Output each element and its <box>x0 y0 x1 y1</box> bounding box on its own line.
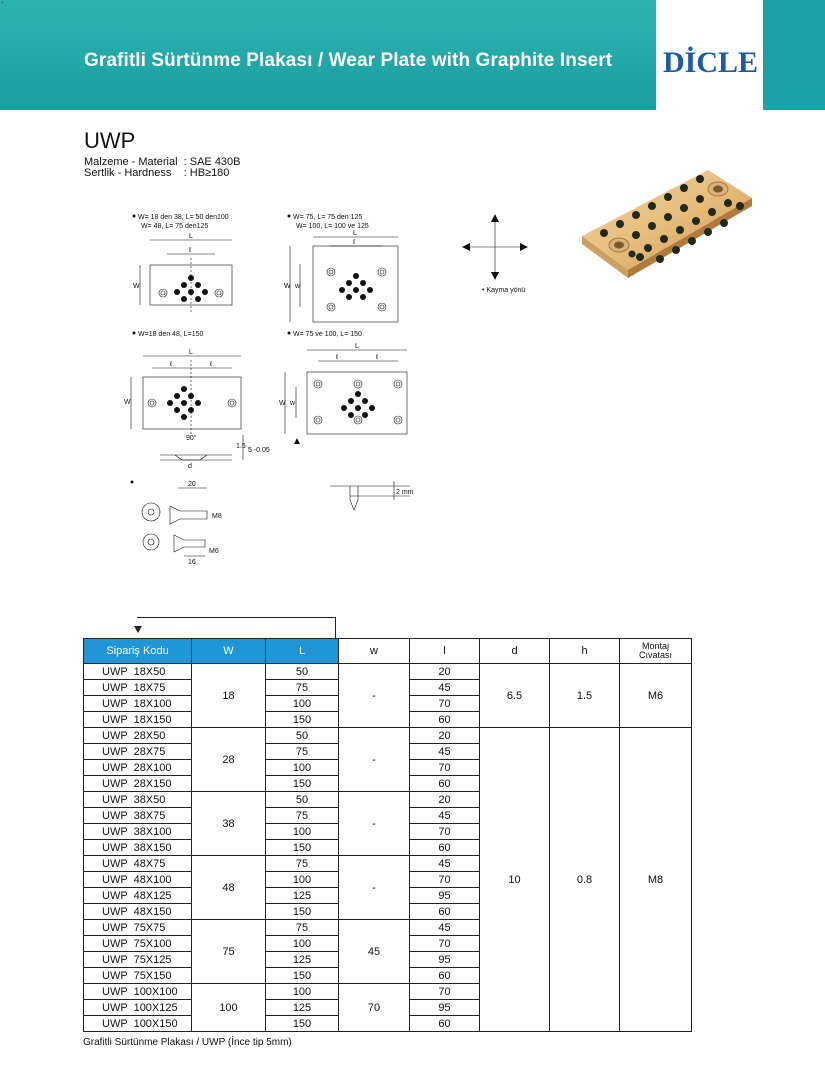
table-cell: 50 <box>266 792 339 808</box>
table-cell: UWP 48X100 <box>84 872 192 888</box>
col-bolt <box>620 639 692 664</box>
table-cell: 100 <box>266 696 339 712</box>
table-cell: UWP 18X150 <box>84 712 192 728</box>
dim-W-3: W <box>124 399 131 406</box>
table-cell: 60 <box>410 968 480 984</box>
drawing-2-note-1: W= 75, L= 75 den 125 <box>293 214 363 221</box>
order-code-arrow <box>134 626 142 633</box>
bolt-m6-label: M6 <box>209 548 219 555</box>
table-cell: 95 <box>410 888 480 904</box>
table-cell: 48 <box>192 856 266 920</box>
dim-L-1: L <box>189 233 193 240</box>
table-row <box>84 728 692 744</box>
dim-thick: 5 -0.05 <box>248 447 270 454</box>
table-cell: 100 <box>192 984 266 1032</box>
table-cell: UWP 28X75 <box>84 744 192 760</box>
table-cell: 75 <box>192 920 266 984</box>
table-cell: UWP 75X75 <box>84 920 192 936</box>
drawing-4-plate <box>307 372 407 434</box>
table-cell: UWP 18X50 <box>84 664 192 680</box>
dim-l-4a: ℓ <box>336 354 339 361</box>
table-cell: 45 <box>410 744 480 760</box>
col-bolt-line-2: Cıvatası <box>638 650 672 660</box>
table-cell: 150 <box>266 840 339 856</box>
table-cell: 100 <box>266 984 339 1000</box>
table-cell: 95 <box>410 1000 480 1016</box>
table-cell: UWP 48X150 <box>84 904 192 920</box>
table-cell: UWP 38X75 <box>84 808 192 824</box>
table-cell: 60 <box>410 904 480 920</box>
table-cell: 45 <box>410 920 480 936</box>
table-cell: UWP 18X75 <box>84 680 192 696</box>
col-l: l <box>410 639 480 664</box>
table-cell: 50 <box>266 664 339 680</box>
table-cell: UWP 28X100 <box>84 760 192 776</box>
bolt-m8-head-view <box>142 503 160 521</box>
table-cell: - <box>339 856 410 920</box>
order-code-connector <box>137 617 336 638</box>
table-cell: UWP 38X150 <box>84 840 192 856</box>
depth-label: 2 mm <box>396 489 414 496</box>
table-cell: UWP 48X75 <box>84 856 192 872</box>
table-cell: 38 <box>192 792 266 856</box>
table-cell: 150 <box>266 968 339 984</box>
dim-l-3a: ℓ <box>170 361 173 368</box>
dim-l-2: ℓ <box>353 239 356 246</box>
table-cell: M8 <box>620 728 692 1032</box>
dim-L-2: L <box>353 230 357 237</box>
table-cell: 45 <box>410 680 480 696</box>
table-cell: 70 <box>410 984 480 1000</box>
table-cell: 150 <box>266 712 339 728</box>
table-cell: 100 <box>266 760 339 776</box>
table-cell: 45 <box>339 920 410 984</box>
table-cell: 20 <box>410 792 480 808</box>
table-cell: 75 <box>266 680 339 696</box>
table-cell: UWP 38X50 <box>84 792 192 808</box>
page-title: Grafitli Sürtünme Plakası / Wear Plate with Graphite Insert <box>84 50 613 71</box>
table-cell: 125 <box>266 952 339 968</box>
spec-table <box>83 638 692 1032</box>
table-cell: UWP 18X100 <box>84 696 192 712</box>
col-h: h <box>550 639 620 664</box>
drawing-2-note-2: W= 100, L= 100 ve 125 <box>296 223 369 230</box>
dim-L-3: L <box>189 349 193 356</box>
table-cell: UWP 100X125 <box>84 1000 192 1016</box>
table-cell: UWP 75X100 <box>84 936 192 952</box>
table-cell: 125 <box>266 1000 339 1016</box>
table-cell: 150 <box>266 904 339 920</box>
motion-label: • Kayma yönü <box>482 287 526 294</box>
table-cell: 60 <box>410 1016 480 1032</box>
col-bolt-line-1: Montaj <box>641 641 669 651</box>
table-cell: UWP 100X100 <box>84 984 192 1000</box>
table-cell: 50 <box>266 728 339 744</box>
dim-h: 1.5 <box>236 443 246 450</box>
table-cell: 28 <box>192 728 266 792</box>
spec-table-body <box>84 664 692 1032</box>
table-cell: 1.5 <box>550 664 620 728</box>
table-cell: 75 <box>266 856 339 872</box>
table-cell: 60 <box>410 840 480 856</box>
dim-l-1: ℓ <box>189 247 192 254</box>
table-cell: 18 <box>192 664 266 728</box>
table-row <box>84 664 692 680</box>
table-cell: 10 <box>480 728 550 1032</box>
table-cell: 100 <box>266 936 339 952</box>
dim-l-3b: ℓ <box>210 361 213 368</box>
dim-d: d <box>188 463 192 470</box>
dim-w-4: w <box>290 400 296 407</box>
table-cell: 75 <box>266 920 339 936</box>
table-cell: 20 <box>410 664 480 680</box>
drawing-1-note-1: W= 18 den 38, L= 50 den100 <box>138 214 229 221</box>
table-cell: 60 <box>410 776 480 792</box>
dim-L-4: L <box>355 343 359 350</box>
table-cell: - <box>339 728 410 792</box>
table-cell: 70 <box>410 936 480 952</box>
drawing-4-note: W= 75 ve 100, L= 150 <box>293 331 362 338</box>
col-order-code: Sipariş Kodu <box>84 639 192 664</box>
table-cell: 45 <box>410 808 480 824</box>
table-cell: 75 <box>266 744 339 760</box>
table-cell: UWP 75X125 <box>84 952 192 968</box>
dicle-logo: DİCLE <box>663 46 759 79</box>
table-cell: 125 <box>266 888 339 904</box>
col-W: W <box>192 639 266 664</box>
col-d: d <box>480 639 550 664</box>
table-cell: - <box>339 664 410 728</box>
table-cell: 95 <box>410 952 480 968</box>
table-cell: 0.8 <box>550 728 620 1032</box>
footer-note: Grafitli Sürtünme Plakası / UWP (İnce tip 5mm) <box>83 1037 292 1048</box>
dim-l-4b: ℓ <box>376 354 379 361</box>
table-cell: UWP 28X150 <box>84 776 192 792</box>
table-cell: 100 <box>266 824 339 840</box>
product-code: UWP <box>84 128 136 153</box>
table-cell: UWP 28X50 <box>84 728 192 744</box>
table-cell: 70 <box>339 984 410 1032</box>
dim-W-2: W <box>284 283 291 290</box>
bolt-m6-side <box>174 535 205 552</box>
table-cell: UWP 75X150 <box>84 968 192 984</box>
table-cell: 60 <box>410 712 480 728</box>
dim-W-1: W <box>133 283 140 290</box>
table-cell: UWP 100X150 <box>84 1016 192 1032</box>
hardness-line: Sertlik - Hardness : HB≥180 <box>84 167 230 179</box>
table-header-row <box>84 639 692 664</box>
material-line: Malzeme - Material : SAE 430B <box>84 156 241 168</box>
drawing-2-plate <box>313 246 398 322</box>
drawing-1-note-2: W= 48, L= 75 den125 <box>141 223 209 230</box>
table-cell: 150 <box>266 776 339 792</box>
table-cell: 6.5 <box>480 664 550 728</box>
drawing-3-note: W=18 den 48, L=150 <box>138 331 204 338</box>
table-cell: UWP 38X100 <box>84 824 192 840</box>
table-cell: 70 <box>410 760 480 776</box>
drawing-3-plate <box>143 377 241 429</box>
dim-W-4: W <box>279 400 286 407</box>
table-cell: M6 <box>620 664 692 728</box>
table-cell: 20 <box>410 728 480 744</box>
table-cell: 150 <box>266 1016 339 1032</box>
table-cell: 70 <box>410 824 480 840</box>
bolt-length-1: 20 <box>188 481 196 488</box>
table-cell: 45 <box>410 856 480 872</box>
col-w: w <box>339 639 410 664</box>
table-cell: 70 <box>410 696 480 712</box>
table-cell: 75 <box>266 808 339 824</box>
table-cell: UWP 48X125 <box>84 888 192 904</box>
col-L: L <box>266 639 339 664</box>
bolt-m6-head-view <box>143 534 159 550</box>
bolt-m8-side <box>170 506 207 524</box>
dim-w-2: w <box>295 283 301 290</box>
angle-label: 90° <box>186 435 197 442</box>
table-cell: 100 <box>266 872 339 888</box>
bolt-m8-label: M8 <box>212 513 222 520</box>
bolt-length-2: 16 <box>188 559 196 566</box>
table-cell: 70 <box>410 872 480 888</box>
wear-plate-illustration <box>576 162 754 280</box>
table-cell: - <box>339 792 410 856</box>
